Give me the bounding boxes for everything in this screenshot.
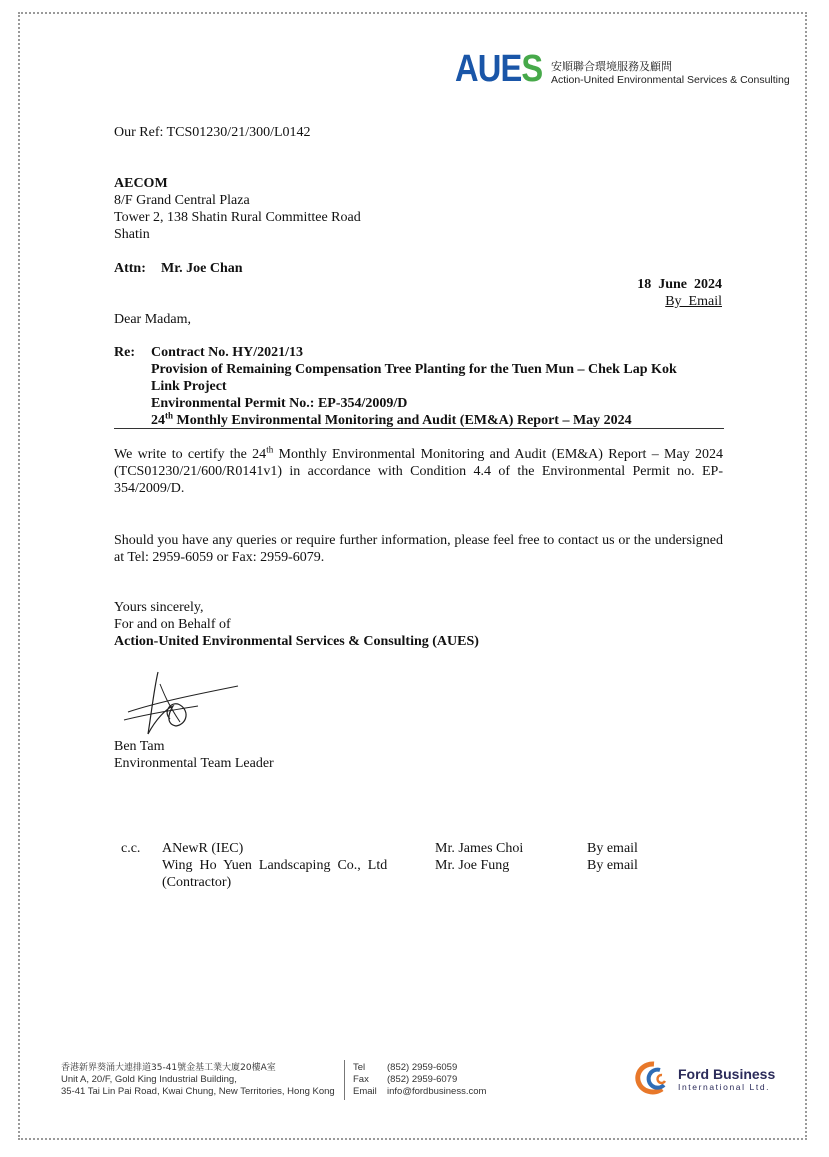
cc-label: c.c. [121, 841, 141, 856]
handwritten-signature [118, 664, 248, 744]
recipient-address-line: Tower 2, 138 Shatin Rural Committee Road [114, 210, 361, 225]
closing-line: For and on Behalf of [114, 617, 231, 632]
cc-person: Mr. James Choi [435, 841, 524, 856]
cc-organization: ANewR (IEC) [162, 841, 244, 856]
body-paragraph-2: Should you have any queries or require further information, please feel free to contact us or the undersigned at Tel: 2959-6059 or Fax: 2959-6079. [114, 533, 723, 565]
salutation: Dear Madam, [114, 312, 191, 327]
attn-name: Mr. Joe Chan [161, 261, 243, 276]
closing-company: Action-United Environmental Services & Consulting (AUES) [114, 634, 479, 649]
footer-address-zh: 香港新界葵涌大連排道35-41號金基工業大廈20樓A室 [61, 1063, 276, 1073]
closing-line: Yours sincerely, [114, 600, 204, 615]
ford-business-subtitle: International Ltd. [678, 1082, 771, 1092]
attn-label: Attn: [114, 261, 146, 276]
footer-divider [344, 1060, 345, 1100]
delivery-method: By Email [665, 294, 722, 309]
re-report-title: 24th Monthly Environmental Monitoring and Audit (EM&A) Report – May 2024 [151, 410, 632, 428]
signatory-name: Ben Tam [114, 739, 165, 754]
ford-business-logo-icon [632, 1061, 674, 1095]
re-project-title-cont: Link Project [151, 379, 227, 394]
cc-organization: Wing Ho Yuen Landscaping Co., Ltd [162, 858, 388, 873]
cc-organization-cont: (Contractor) [162, 875, 232, 890]
footer-email-label: Email [353, 1086, 377, 1097]
footer-tel-label: Tel [353, 1062, 366, 1073]
company-name-zh: 安順聯合環境服務及顧問 [551, 60, 672, 73]
re-contract-no: Contract No. HY/2021/13 [151, 345, 304, 360]
footer-email: info@fordbusiness.com [387, 1086, 487, 1097]
re-project-title: Provision of Remaining Compensation Tree Planting for the Tuen Mun – Chek Lap Kok [151, 362, 677, 377]
footer-fax-label: Fax [353, 1074, 369, 1085]
cc-person: Mr. Joe Fung [435, 858, 510, 873]
recipient-name: AECOM [114, 176, 168, 191]
re-permit-no: Environmental Permit No.: EP-354/2009/D [151, 396, 408, 411]
our-reference: Our Ref: TCS01230/21/300/L0142 [114, 125, 311, 140]
signatory-title: Environmental Team Leader [114, 756, 274, 771]
cc-method: By email [587, 858, 638, 873]
subject-divider [114, 428, 724, 429]
footer-tel: (852) 2959-6059 [387, 1062, 458, 1073]
letter-date: 18 June 2024 [637, 277, 722, 292]
ford-business-name: Ford Business [678, 1066, 776, 1082]
company-name-en: Action-United Environmental Services & Consulting [551, 74, 790, 86]
re-label: Re: [114, 345, 135, 360]
aues-logo: AUES [455, 48, 543, 90]
cc-method: By email [587, 841, 638, 856]
recipient-address-line: 8/F Grand Central Plaza [114, 193, 250, 208]
footer-address-en: Unit A, 20/F, Gold King Industrial Building, [61, 1074, 237, 1085]
footer-fax: (852) 2959-6079 [387, 1074, 458, 1085]
body-paragraph-1: We write to certify the 24th Monthly Environmental Monitoring and Audit (EM&A) Report – May 2024 (TCS01230/21/600/R0141v1) in accordance with Condition 4.4 of the Environmental Permit no. EP-354/2009/D. [114, 444, 723, 496]
footer-address-en: 35-41 Tai Lin Pai Road, Kwai Chung, New Territories, Hong Kong [61, 1086, 335, 1097]
recipient-address-line: Shatin [114, 227, 150, 242]
